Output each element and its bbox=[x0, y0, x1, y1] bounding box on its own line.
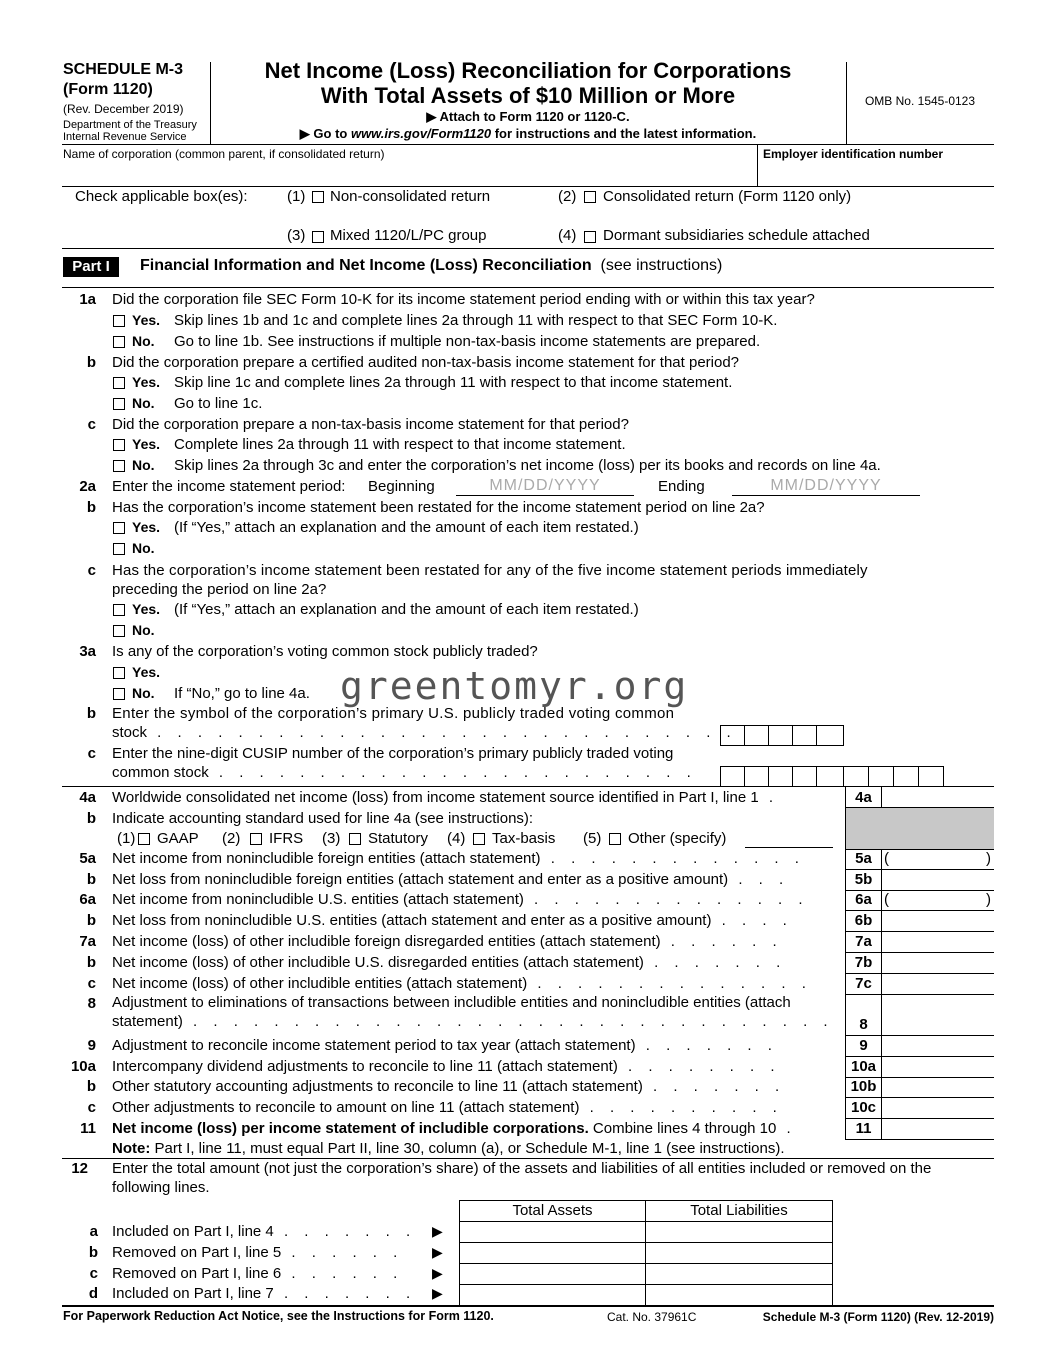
line-4b-text: Indicate accounting standard used for line 4a (see instructions): bbox=[112, 810, 534, 827]
line-10c-desc: Other adjustments to reconcile to amount on line 11 (attach statement) bbox=[112, 1099, 580, 1116]
revision-label: (Rev. December 2019) bbox=[63, 102, 184, 116]
line-5b-desc: Net loss from nonincludible foreign entities (attach statement and enter as a positive amount) bbox=[112, 871, 729, 888]
non-consolidated-checkbox[interactable] bbox=[312, 191, 324, 203]
leader-dots: . . . . . . . bbox=[643, 954, 787, 971]
ein-input[interactable] bbox=[763, 162, 993, 184]
q2b-no-checkbox[interactable] bbox=[113, 543, 125, 555]
q3b-text-line1: Enter the symbol of the corporation’s primary U.S. publicly traded voting common bbox=[112, 705, 675, 722]
q3b-stock-label: stock bbox=[112, 724, 148, 741]
line-12d-num: d bbox=[88, 1285, 98, 1302]
line-2a-num: 2a bbox=[79, 478, 96, 495]
omb-number: OMB No. 1545-0123 bbox=[864, 94, 976, 108]
q2b-yes-checkbox[interactable] bbox=[113, 522, 125, 534]
line-10c-num: c bbox=[87, 1099, 96, 1116]
line-12a-desc: Included on Part I, line 4 bbox=[112, 1223, 274, 1240]
arrow-icon: ▶ bbox=[432, 1285, 443, 1301]
line-12c-desc: Removed on Part I, line 6 bbox=[112, 1265, 282, 1282]
line-5a-desc: Net income from nonincludible foreign entities (attach statement) bbox=[112, 850, 541, 867]
q3a-no-label: No. bbox=[132, 685, 155, 701]
part1-tag: Part I bbox=[63, 257, 119, 277]
attach-instruction: ▶ Attach to Form 1120 or 1120-C. bbox=[426, 109, 630, 124]
line-12b-num: b bbox=[88, 1244, 98, 1261]
q1c-yes-label: Yes. bbox=[132, 436, 161, 452]
q3c-stock-label: common stock bbox=[112, 764, 209, 781]
amount-8-input[interactable] bbox=[882, 995, 994, 1035]
form-label: (Form 1120) bbox=[63, 81, 153, 98]
line-7a-num: 7a bbox=[79, 933, 96, 950]
line-10a-num: 10a bbox=[70, 1058, 96, 1075]
line-9-text bbox=[112, 1037, 778, 1054]
statutory-label: Statutory bbox=[368, 830, 429, 847]
line-7c-desc: Net income (loss) of other includible entities (attach statement) bbox=[112, 975, 528, 992]
check-opt1-num: (1) bbox=[287, 188, 306, 205]
mixed-group-label: Mixed 1120/L/PC group bbox=[330, 227, 487, 244]
q1a-no-text: Go to line 1b. See instructions if multiple non-tax-basis income statements are prepared. bbox=[174, 333, 761, 350]
leader-dots: . . . . . . bbox=[281, 1244, 404, 1261]
q2b-yes-text: (If “Yes,” attach an explanation and the amount of each item restated.) bbox=[174, 519, 639, 536]
close-paren: ) bbox=[986, 850, 991, 867]
line-9-desc: Adjustment to reconcile income statement period to tax year (attach statement) bbox=[112, 1037, 636, 1054]
row-12a-liabilities-input[interactable] bbox=[645, 1221, 833, 1243]
q1b-no-label: No. bbox=[132, 395, 155, 411]
irs-url[interactable]: www.irs.gov/Form1120 bbox=[350, 126, 492, 141]
amount-5b-input[interactable] bbox=[882, 870, 994, 889]
symbol-cell[interactable] bbox=[816, 725, 844, 746]
q1b-yes-label: Yes. bbox=[132, 374, 161, 390]
tax-basis-label: Tax-basis bbox=[492, 830, 556, 847]
leader-dots: . . . . . . . bbox=[635, 1037, 778, 1054]
symbol-cell[interactable] bbox=[744, 725, 769, 746]
leader-dots: . . . . . . . bbox=[273, 1223, 417, 1240]
leader-dots: . bbox=[758, 789, 780, 806]
box-7b-label: 7b bbox=[854, 954, 873, 971]
q2b-yes-label: Yes. bbox=[132, 519, 161, 535]
total-assets-header: Total Assets bbox=[459, 1200, 646, 1222]
box-5b-label: 5b bbox=[854, 871, 873, 888]
q1b-no-checkbox[interactable] bbox=[113, 398, 125, 410]
line-10b-num: b bbox=[86, 1078, 96, 1095]
line-11-desc: Combine lines 4 through 10 bbox=[588, 1120, 777, 1137]
line-6b-num: b bbox=[86, 912, 96, 929]
non-consolidated-label: Non-consolidated return bbox=[330, 188, 491, 205]
line-2c-num: c bbox=[87, 562, 96, 579]
line-8-text-line2 bbox=[112, 1013, 834, 1030]
leader-dots: . . . . . . bbox=[281, 1265, 404, 1282]
q1b-yes-text: Skip line 1c and complete lines 2a through 11 with respect to that income statement. bbox=[174, 374, 733, 391]
line-8-desc: statement) bbox=[112, 1013, 183, 1030]
q2c-text-line2: preceding the period on line 2a? bbox=[112, 581, 327, 598]
dormant-subsidiaries-checkbox[interactable] bbox=[584, 231, 596, 243]
watermark: greentomyr.org bbox=[340, 664, 689, 708]
gaap-checkbox[interactable] bbox=[138, 833, 150, 845]
box-4a-label: 4a bbox=[855, 789, 872, 806]
line-12d-desc: Included on Part I, line 7 bbox=[112, 1285, 274, 1302]
box-7a-label: 7a bbox=[855, 933, 872, 950]
line-12b-text bbox=[112, 1244, 403, 1261]
form-title-line2: With Total Assets of $10 Million or More bbox=[320, 83, 736, 108]
corp-name-label: Name of corporation (common parent, if consolidated return) bbox=[63, 147, 385, 161]
other-standard-label: Other (specify) bbox=[628, 830, 727, 847]
leader-dots: . . . . . . . bbox=[273, 1285, 417, 1302]
cusip-cell[interactable] bbox=[792, 766, 817, 787]
amount-11-input[interactable] bbox=[882, 1119, 994, 1138]
line-7b-text bbox=[112, 954, 786, 971]
amount-10a-input[interactable] bbox=[882, 1057, 994, 1076]
form-footer-id: Schedule M-3 (Form 1120) (Rev. 12-2019) bbox=[762, 1310, 994, 1324]
box-6b-label: 6b bbox=[854, 912, 873, 929]
amount-7c-input[interactable] bbox=[882, 974, 994, 993]
line-8-num: 8 bbox=[87, 995, 96, 1012]
q3c-leader-dots: . . . . . . . . . . . . . . . . . . . . . . . . bbox=[208, 764, 697, 781]
box-9-label: 9 bbox=[859, 1037, 868, 1054]
line-6a-num: 6a bbox=[79, 891, 96, 908]
close-paren: ) bbox=[986, 891, 991, 908]
std-3-num: (3) bbox=[322, 830, 341, 847]
q1c-no-label: No. bbox=[132, 457, 155, 473]
ifrs-label: IFRS bbox=[269, 830, 304, 847]
gaap-label: GAAP bbox=[157, 830, 199, 847]
line-11-note bbox=[112, 1140, 785, 1157]
leader-dots: . . . . . . . . . . bbox=[579, 1099, 783, 1116]
dept-label: Department of the Treasury bbox=[63, 119, 197, 131]
line-7b-num: b bbox=[86, 954, 96, 971]
line-5a-num: 5a bbox=[79, 850, 96, 867]
line-11-num: 11 bbox=[80, 1120, 96, 1137]
line-10c-text bbox=[112, 1099, 783, 1116]
amount-5a-input[interactable] bbox=[892, 850, 984, 868]
other-standard-specify-input[interactable] bbox=[745, 830, 833, 848]
ifrs-checkbox[interactable] bbox=[250, 833, 262, 845]
row-12d-assets-input[interactable] bbox=[459, 1284, 646, 1306]
consolidated-checkbox[interactable] bbox=[584, 191, 596, 203]
line-2b-num: b bbox=[86, 499, 96, 516]
total-liabilities-header: Total Liabilities bbox=[645, 1200, 833, 1222]
cusip-cell[interactable] bbox=[720, 766, 745, 787]
leader-dots: . . . . bbox=[711, 912, 793, 929]
q2c-no-label: No. bbox=[132, 622, 155, 638]
line-3a-num: 3a bbox=[79, 643, 96, 660]
footer-rule bbox=[62, 1305, 994, 1307]
line-10b-desc: Other statutory accounting adjustments to reconcile to line 11 (attach statement) bbox=[112, 1078, 643, 1095]
paperwork-notice: For Paperwork Reduction Act Notice, see the Instructions for Form 1120. bbox=[63, 1309, 494, 1323]
q1b-no-text: Go to line 1c. bbox=[174, 395, 263, 412]
line-12-num: 12 bbox=[71, 1160, 88, 1177]
std-5-num: (5) bbox=[583, 830, 602, 847]
q3a-yes-checkbox[interactable] bbox=[113, 667, 125, 679]
line-12-text-line1: Enter the total amount (not just the corporation’s share) of the assets and liabilities of all entities included or removed on the bbox=[112, 1160, 932, 1177]
line-12-text-line2: following lines. bbox=[112, 1179, 210, 1196]
line-5a-text bbox=[112, 850, 805, 867]
q2c-text-line1: Has the corporation’s income statement been restated for any of the five income statement periods immediately bbox=[112, 562, 868, 579]
schedule-label: SCHEDULE M-3 bbox=[63, 61, 184, 78]
q1b-text: Did the corporation prepare a certified audited non-tax-basis income statement for that period? bbox=[112, 354, 740, 371]
line-7a-text bbox=[112, 933, 783, 950]
leader-dots: . . . . . . . . . . . . . . bbox=[527, 975, 812, 992]
part1-top-rule bbox=[62, 248, 994, 249]
q2c-no-checkbox[interactable] bbox=[113, 625, 125, 637]
leader-dots: . . . . . . . . . . . . . bbox=[540, 850, 805, 867]
part1-heading bbox=[140, 257, 722, 275]
line-10a-desc: Intercompany dividend adjustments to reconcile to line 11 (attach statement) bbox=[112, 1058, 618, 1075]
box-5a-label: 5a bbox=[855, 850, 872, 867]
box-10c-label: 10c bbox=[850, 1099, 877, 1116]
line-4a-desc: Worldwide consolidated net income (loss) from income statement source identified in Part I, line 1 bbox=[112, 789, 759, 806]
leader-dots: . . . . . . . . bbox=[617, 1058, 781, 1075]
q2a-begin-label: Beginning bbox=[368, 478, 435, 495]
line-1a-num: 1a bbox=[79, 291, 96, 308]
line-4a-text bbox=[112, 789, 779, 806]
line-3b-num: b bbox=[86, 705, 96, 722]
q2c-yes-checkbox[interactable] bbox=[113, 604, 125, 616]
row-rule bbox=[845, 1139, 994, 1140]
row-12c-liabilities-input[interactable] bbox=[645, 1263, 833, 1285]
amount-10c-input[interactable] bbox=[882, 1098, 994, 1117]
part1-note: (see instructions) bbox=[600, 257, 723, 274]
note-text: Part I, line 11, must equal Part II, line 30, column (a), or Schedule M-1, line 1 (see instructions). bbox=[150, 1140, 785, 1157]
consolidated-label: Consolidated return (Form 1120 only) bbox=[603, 188, 852, 205]
line-7a-desc: Net income (loss) of other includible foreign disregarded entities (attach statement) bbox=[112, 933, 661, 950]
q1a-no-label: No. bbox=[132, 333, 155, 349]
amount-6a-input[interactable] bbox=[892, 891, 984, 909]
line-11-desc-bold: Net income (loss) per income statement of includible corporations. bbox=[112, 1120, 589, 1137]
check-opt2-num: (2) bbox=[558, 188, 577, 205]
name-row-rule bbox=[62, 186, 994, 187]
row-12a-assets-input[interactable] bbox=[459, 1221, 646, 1243]
amount-7a-input[interactable] bbox=[882, 932, 994, 951]
cusip-cell[interactable] bbox=[893, 766, 919, 787]
leader-dots: . . . . . . bbox=[660, 933, 783, 950]
q3c-text-line1: Enter the nine-digit CUSIP number of the corporation’s primary publicly traded voting bbox=[112, 745, 674, 762]
box-8-label: 8 bbox=[859, 1016, 868, 1033]
section-rule-11 bbox=[62, 1158, 994, 1159]
amount-7b-input[interactable] bbox=[882, 953, 994, 972]
row-12b-liabilities-input[interactable] bbox=[645, 1242, 833, 1264]
amount-9-input[interactable] bbox=[882, 1036, 994, 1055]
statutory-checkbox[interactable] bbox=[349, 833, 361, 845]
row-12c-assets-input[interactable] bbox=[459, 1263, 646, 1285]
open-paren: ( bbox=[884, 850, 889, 867]
cusip-cell[interactable] bbox=[868, 766, 894, 787]
q2b-no-label: No. bbox=[132, 540, 155, 556]
catalog-number: Cat. No. 37961C bbox=[607, 1310, 697, 1324]
q1a-no-checkbox[interactable] bbox=[113, 336, 125, 348]
q3a-yes-label: Yes. bbox=[132, 664, 161, 680]
check-opt3-num: (3) bbox=[287, 227, 306, 244]
end-date-input[interactable]: MM/DD/YYYY bbox=[732, 477, 920, 496]
cusip-cell[interactable] bbox=[768, 766, 793, 787]
header-bottom-rule bbox=[62, 144, 994, 145]
note-label: Note: bbox=[112, 1140, 151, 1157]
arrow-icon: ▶ bbox=[432, 1244, 443, 1260]
begin-date-input[interactable]: MM/DD/YYYY bbox=[456, 477, 634, 496]
q1a-yes-checkbox[interactable] bbox=[113, 315, 125, 327]
row-12b-assets-input[interactable] bbox=[459, 1242, 646, 1264]
q2b-text: Has the corporation’s income statement been restated for the income statement period on line 2a? bbox=[112, 499, 765, 516]
dormant-subsidiaries-label: Dormant subsidiaries schedule attached bbox=[603, 227, 870, 244]
std-1-num: (1) bbox=[117, 830, 136, 847]
q2a-text: Enter the income statement period: bbox=[112, 478, 346, 495]
symbol-cell[interactable] bbox=[792, 725, 817, 746]
goto-instruction bbox=[210, 126, 846, 142]
line-4a-num: 4a bbox=[79, 789, 96, 806]
line-6b-desc: Net loss from nonincludible U.S. entities (attach statement and enter as a positive amount) bbox=[112, 912, 712, 929]
amount-6b-input[interactable] bbox=[882, 911, 994, 930]
ein-label: Employer identification number bbox=[763, 147, 944, 161]
line-5b-text bbox=[112, 871, 789, 888]
row-12d-liabilities-input[interactable] bbox=[645, 1284, 833, 1306]
cusip-cell[interactable] bbox=[843, 766, 869, 787]
q2c-yes-text: (If “Yes,” attach an explanation and the amount of each item restated.) bbox=[174, 601, 639, 618]
line-10a-text bbox=[112, 1058, 781, 1075]
leader-dots: . . . . . . . . . . . . . . . . . . . . . . . . . . . . . . . . bbox=[182, 1013, 834, 1030]
form-title-line1: Net Income (Loss) Reconciliation for Corporations bbox=[264, 58, 792, 83]
amount-4a-input[interactable] bbox=[882, 787, 994, 807]
line-1b-num: b bbox=[86, 354, 96, 371]
q1c-no-text: Skip lines 2a through 3c and enter the corporation’s net income (loss) per its books and records on line 4a. bbox=[174, 457, 881, 474]
leader-dots: . . . bbox=[728, 871, 790, 888]
line-8-text-line1: Adjustment to eliminations of transactions between includible entities and nonincludible entities (attach bbox=[112, 994, 791, 1011]
q3a-text: Is any of the corporation’s voting common stock publicly traded? bbox=[112, 643, 538, 660]
q3a-no-text: If “No,” go to line 4a. bbox=[174, 685, 310, 702]
box-7c-label: 7c bbox=[855, 975, 872, 992]
box-11-label: 11 bbox=[855, 1120, 872, 1137]
q3a-no-checkbox[interactable] bbox=[113, 688, 125, 700]
ein-divider bbox=[757, 144, 758, 186]
amount-10b-input[interactable] bbox=[882, 1078, 994, 1097]
q1c-yes-text: Complete lines 2a through 11 with respect to that income statement. bbox=[174, 436, 626, 453]
goto-suffix: for instructions and the latest information. bbox=[491, 126, 757, 141]
leader-dots: . bbox=[776, 1120, 797, 1137]
q1c-no-checkbox[interactable] bbox=[113, 460, 125, 472]
other-standard-checkbox[interactable] bbox=[609, 833, 621, 845]
line-7c-text bbox=[112, 975, 812, 992]
arrow-icon: ▶ bbox=[432, 1223, 443, 1239]
symbol-cell[interactable] bbox=[720, 725, 745, 746]
box-10b-label: 10b bbox=[850, 1078, 877, 1095]
q3c-text-line2 bbox=[112, 764, 697, 781]
q2c-yes-label: Yes. bbox=[132, 601, 161, 617]
goto-prefix: ▶ Go to bbox=[299, 126, 351, 141]
line-12b-desc: Removed on Part I, line 5 bbox=[112, 1244, 282, 1261]
irs-label: Internal Revenue Service bbox=[63, 131, 187, 143]
line-10b-text bbox=[112, 1078, 785, 1095]
line-4b-num: b bbox=[86, 810, 96, 827]
cusip-cell[interactable] bbox=[816, 766, 844, 787]
q1a-yes-text: Skip lines 1b and 1c and complete lines 2a through 11 with respect to that SEC Form 10-K. bbox=[174, 312, 778, 329]
std-4-num: (4) bbox=[447, 830, 466, 847]
line-12c-num: c bbox=[89, 1265, 98, 1282]
q1a-text: Did the corporation file SEC Form 10-K for its income statement period ending with or within this tax year? bbox=[112, 291, 815, 308]
q1b-yes-checkbox[interactable] bbox=[113, 377, 125, 389]
line-12a-text bbox=[112, 1223, 416, 1240]
arrow-icon: ▶ bbox=[432, 1265, 443, 1281]
section-rule-3 bbox=[62, 786, 994, 787]
part1-bottom-rule bbox=[62, 287, 994, 288]
check-applicable-label: Check applicable box(es): bbox=[75, 188, 248, 205]
open-paren: ( bbox=[884, 891, 889, 908]
box-6a-label: 6a bbox=[855, 891, 872, 908]
leader-dots: . . . . . . . . . . . . . . bbox=[523, 891, 809, 908]
box-10a-label: 10a bbox=[850, 1058, 877, 1075]
line-6a-desc: Net income from nonincludible U.S. entities (attach statement) bbox=[112, 891, 524, 908]
q1c-yes-checkbox[interactable] bbox=[113, 439, 125, 451]
q3b-text-line2 bbox=[112, 724, 737, 741]
q3b-leader-dots: . . . . . . . . . . . . . . . . . . . . . . . . . . . . . bbox=[147, 724, 737, 741]
corp-name-input[interactable] bbox=[63, 162, 757, 184]
std-2-num: (2) bbox=[222, 830, 241, 847]
line-11-text bbox=[112, 1120, 797, 1137]
line-6b-text bbox=[112, 912, 793, 929]
line-5b-num: b bbox=[86, 871, 96, 888]
q1c-text: Did the corporation prepare a non-tax-basis income statement for that period? bbox=[112, 416, 629, 433]
line-12c-text bbox=[112, 1265, 403, 1282]
q1a-yes-label: Yes. bbox=[132, 312, 161, 328]
q2a-end-label: Ending bbox=[658, 478, 705, 495]
line-12d-text bbox=[112, 1285, 416, 1302]
symbol-cell[interactable] bbox=[768, 725, 793, 746]
line-7c-num: c bbox=[87, 975, 96, 992]
part1-title: Financial Information and Net Income (Loss) Reconciliation bbox=[140, 257, 592, 274]
line-12a-num: a bbox=[89, 1223, 98, 1240]
cusip-cell[interactable] bbox=[744, 766, 769, 787]
mixed-group-checkbox[interactable] bbox=[312, 231, 324, 243]
leader-dots: . . . . . . . bbox=[642, 1078, 786, 1095]
check-opt4-num: (4) bbox=[558, 227, 577, 244]
tax-basis-checkbox[interactable] bbox=[473, 833, 485, 845]
cusip-cell[interactable] bbox=[918, 766, 944, 787]
line-6a-text bbox=[112, 891, 809, 908]
line-3c-num: c bbox=[87, 745, 96, 762]
line-1c-num: c bbox=[87, 416, 96, 433]
shaded-cell bbox=[846, 808, 994, 849]
line-7b-desc: Net income (loss) of other includible U.S. disregarded entities (attach statement) bbox=[112, 954, 644, 971]
line-9-num: 9 bbox=[87, 1037, 96, 1054]
